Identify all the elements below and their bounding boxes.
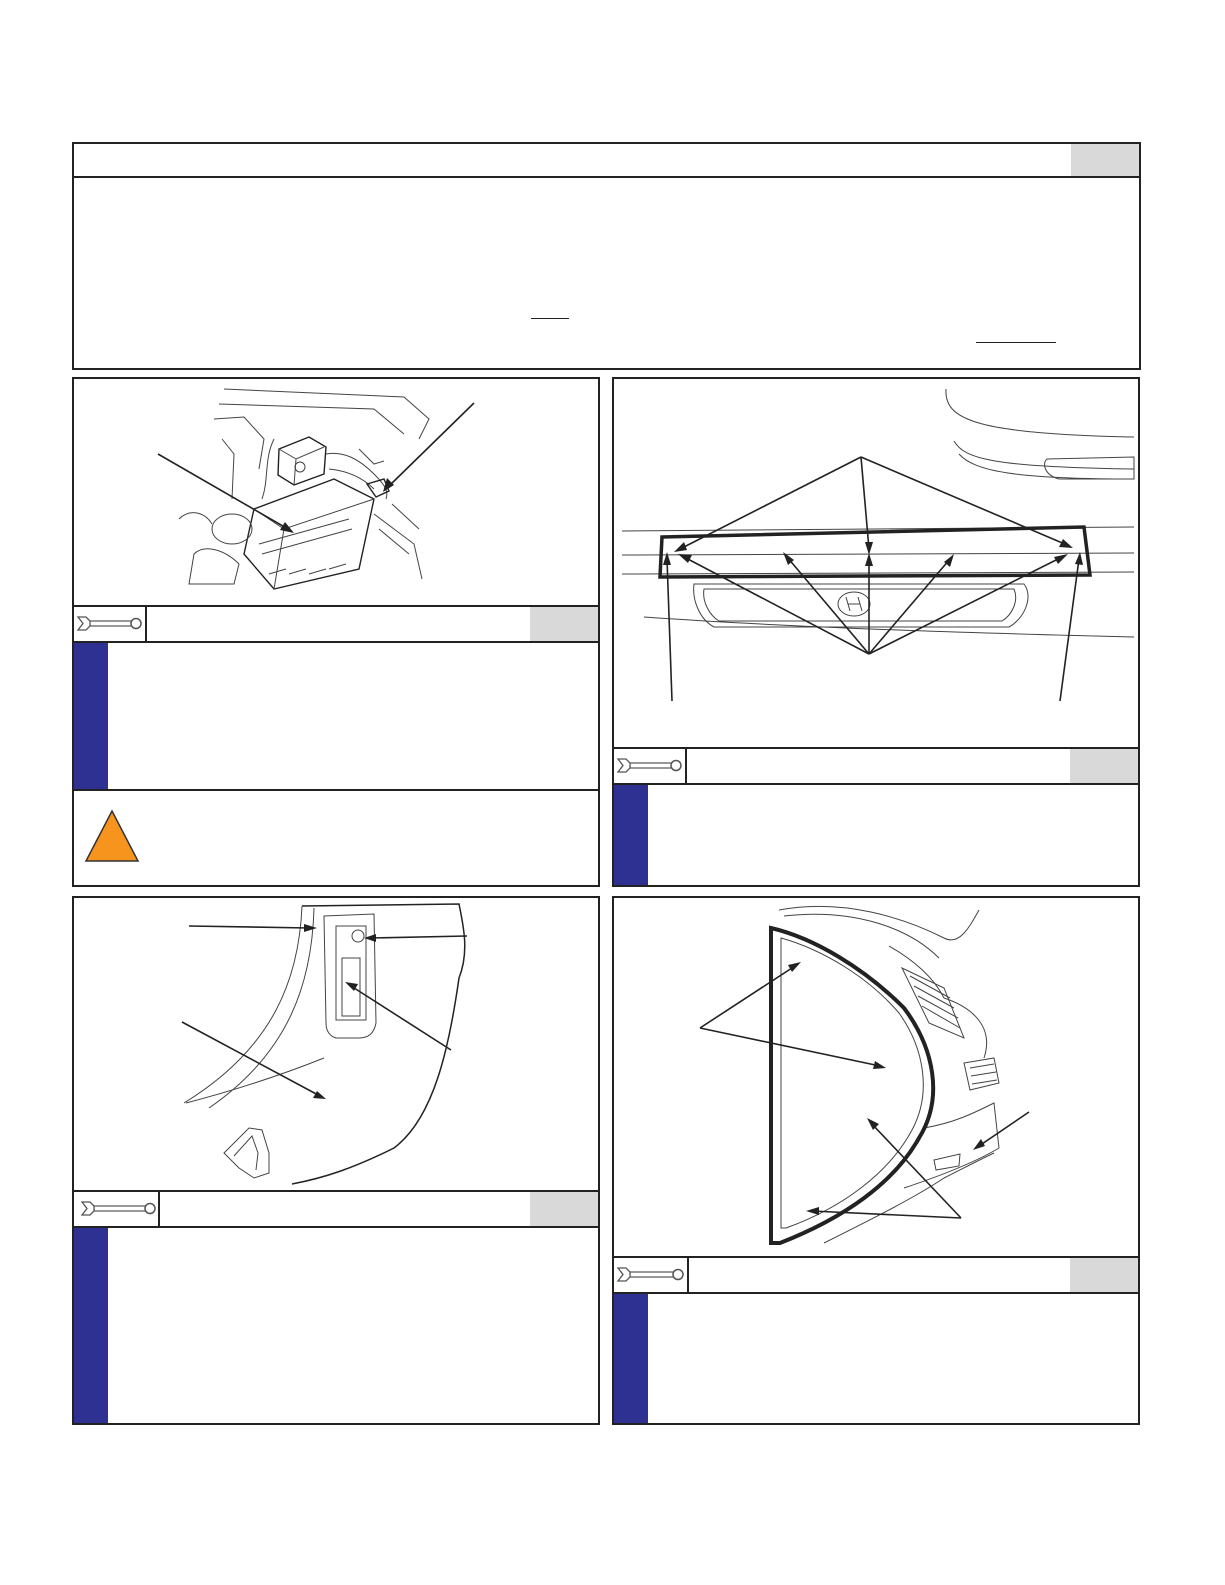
step-code-box [1070, 1258, 1138, 1292]
tool-icon-box [74, 1192, 160, 1226]
instruction-header-block [72, 142, 1141, 370]
step-panel-3 [72, 896, 600, 1425]
step-panel-1 [72, 377, 600, 887]
page-code-box [1071, 144, 1139, 176]
intro-underline-2 [976, 342, 1056, 343]
step-code-box [1070, 749, 1138, 783]
engine-bay-illustration [74, 379, 598, 605]
step-panel-4 [612, 896, 1140, 1425]
intro-underline-1 [531, 318, 569, 319]
step-bar-1 [74, 643, 108, 789]
warning-triangle-icon [84, 809, 140, 865]
tool-icon-box [614, 749, 687, 783]
tool-bar-1 [74, 605, 598, 643]
step-panel-2 [612, 377, 1140, 887]
step-code-box [530, 1192, 598, 1226]
step-code-box [530, 607, 598, 641]
step-bar-4 [614, 1294, 648, 1423]
tool-bar-4 [614, 1256, 1138, 1294]
header-title-bar [74, 144, 1139, 178]
wrench-icon [614, 1258, 689, 1292]
caution-box [74, 789, 598, 885]
tool-bar-2 [614, 747, 1138, 785]
wrench-icon [74, 1192, 160, 1226]
tool-icon-box [74, 607, 147, 641]
tool-icon-box [614, 1258, 689, 1292]
pillar-trim-illustration [74, 898, 598, 1190]
step-bar-3 [74, 1228, 108, 1423]
dashboard-end-panel-illustration [614, 898, 1138, 1256]
step-bar-2 [614, 785, 648, 885]
tool-bar-3 [74, 1190, 598, 1228]
rear-trunk-illustration [614, 379, 1138, 747]
wrench-icon [614, 749, 687, 783]
wrench-icon [74, 607, 147, 641]
